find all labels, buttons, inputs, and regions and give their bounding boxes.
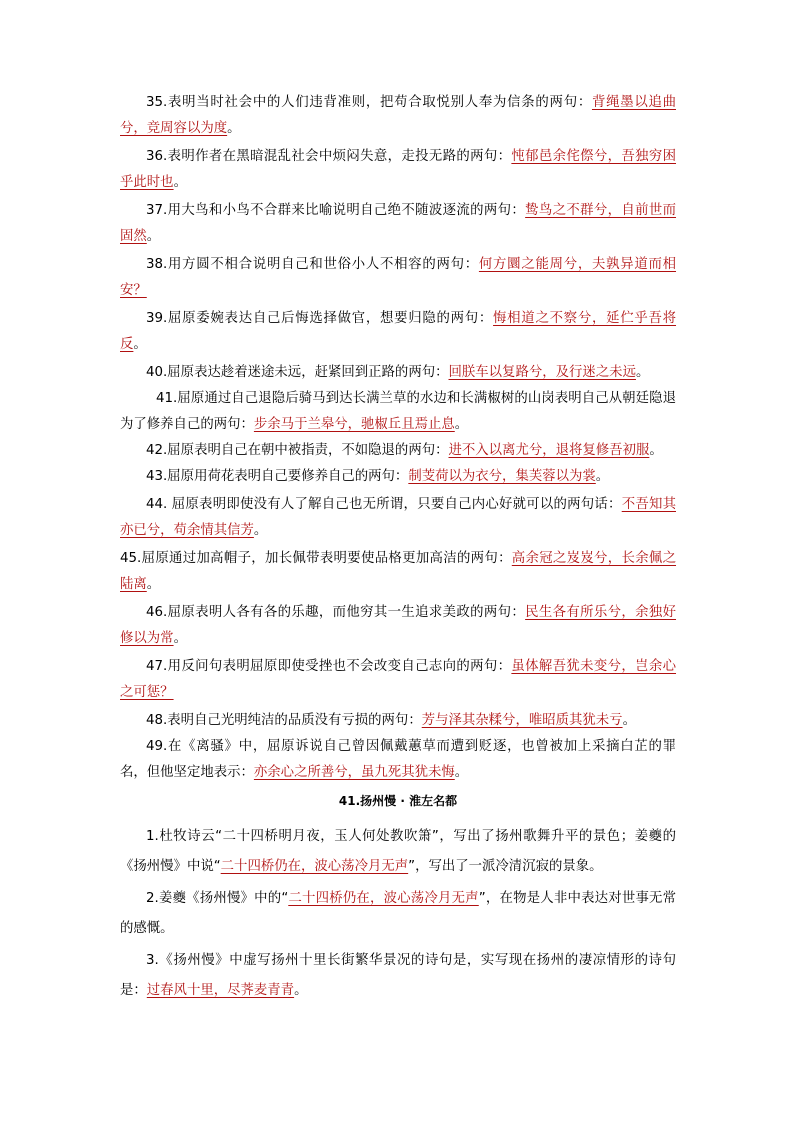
sentence-end: 。 bbox=[454, 417, 469, 432]
sentence-end: 。 bbox=[227, 121, 241, 136]
question-text: 3.《扬州慢》中虚写扬州十里长街繁华景况的诗句是，实写现在扬州的凄凉情形的诗句是： bbox=[120, 953, 676, 998]
question-text: 43.屈原用荷花表明自己要修养自己的两句： bbox=[146, 469, 409, 484]
question-text: 40.屈原表达趁着迷途未远，赶紧回到正路的两句： bbox=[146, 365, 449, 380]
answer-text: 进不入以离尤兮，退将复修吾初服 bbox=[448, 443, 650, 458]
sentence-end: 。 bbox=[454, 765, 469, 780]
answer-text: 亦余心之所善兮，虽九死其犹未悔 bbox=[253, 765, 455, 780]
answer-text: 二十四桥仍在，波心荡冷月无声 bbox=[220, 859, 409, 874]
answer-text: 民生各有所乐兮，余独好修以为常 bbox=[120, 605, 677, 646]
list-item bbox=[120, 252, 676, 304]
answer-text: 忳郁邑余侘傺兮，吾独穷困乎此时也 bbox=[120, 149, 677, 190]
question-text: 49.在《离骚》中，屈原诉说自己曾因佩戴蕙草而遭到贬逐，也曾被加上采摘白芷的罪名，但他坚定地表示： bbox=[120, 739, 676, 780]
list-item bbox=[120, 90, 676, 142]
question-text: 。 bbox=[294, 983, 308, 998]
list-item bbox=[120, 654, 676, 706]
sentence-end: 。 bbox=[253, 523, 268, 538]
list-item bbox=[120, 438, 676, 464]
question-text: 42.屈原表明自己在朝中被指责，不如隐退的两句： bbox=[146, 443, 449, 458]
question-text: 1.杜牧诗云“二十四桥明月夜，玉人何处教吹箫”，写出了扬州歌舞升平的景色；姜夔的《扬州慢》中说“ bbox=[120, 829, 676, 874]
answer-text: 芳与泽其杂糅兮，唯昭质其犹未亏 bbox=[421, 713, 623, 728]
question-text: 2.姜夔《扬州慢》中的“ bbox=[146, 891, 289, 906]
question-text: 44. 屈原表明即使没有人了解自己也无所谓，只要自己内心好就可以的两句话： bbox=[146, 497, 622, 512]
list-item bbox=[120, 360, 676, 386]
answer-text: 虽体解吾犹未变兮，岂余心之可惩？ bbox=[120, 659, 677, 700]
answer-text: 回朕车以复路兮，及行迷之未远 bbox=[448, 365, 636, 380]
list-item bbox=[120, 306, 676, 358]
sentence-end: 。 bbox=[622, 713, 636, 728]
sentence-end: 。 bbox=[595, 469, 610, 484]
question-text: 46.屈原表明人各有各的乐趣，而他穷其一生追求美政的两句： bbox=[146, 605, 526, 620]
answer-text: 鸷鸟之不群兮，自前世而固然 bbox=[120, 203, 677, 244]
list-item bbox=[120, 822, 676, 882]
question-text: 41.屈原通过自己退隐后骑马到达长满兰草的水边和长满椒树的山岗表明自己从朝廷隐退为了修养自己的两句： bbox=[120, 391, 676, 432]
sentence-end: 。 bbox=[173, 175, 187, 190]
list-item bbox=[120, 946, 676, 1006]
list-item bbox=[120, 386, 676, 438]
list-item bbox=[120, 144, 676, 196]
sentence-end: 。 bbox=[649, 443, 663, 458]
sentence-end: 。 bbox=[133, 337, 147, 352]
question-text: ”，写出了一派冷清沉寂的景象。 bbox=[408, 859, 603, 874]
question-text: 35.表明当时社会中的人们违背准则，把苟合取悦别人奉为信条的两句： bbox=[146, 95, 592, 110]
answer-text: 高余冠之岌岌兮，长余佩之陆离 bbox=[120, 551, 677, 592]
question-text: ”，在物是人非中表达对世事无常的感慨。 bbox=[120, 891, 677, 936]
list-item bbox=[120, 600, 676, 652]
question-text: 47.用反问句表明屈原即使受挫也不会改变自己志向的两句： bbox=[146, 659, 512, 674]
sentence-end: 。 bbox=[146, 577, 161, 592]
question-text: 39.屈原委婉表达自己后悔选择做官，想要归隐的两句： bbox=[146, 311, 494, 326]
list-item bbox=[120, 884, 676, 944]
question-text: 37.用大鸟和小鸟不合群来比喻说明自己绝不随波逐流的两句： bbox=[146, 203, 526, 218]
question-text: 36.表明作者在黑暗混乱社会中烦闷失意，走投无路的两句： bbox=[146, 149, 512, 164]
answer-text: 制芰荷以为衣兮，集芙蓉以为裳 bbox=[408, 469, 596, 484]
sentence-end: 。 bbox=[635, 365, 650, 380]
answer-text: 不吾知其亦已兮，苟余情其信芳 bbox=[120, 497, 676, 538]
answer-text: 步余马于兰皋兮，驰椒丘且焉止息 bbox=[253, 417, 455, 432]
document-page bbox=[120, 90, 676, 1006]
answer-text: 悔相道之不察兮，延伫乎吾将反 bbox=[120, 311, 677, 352]
section-title: 41.扬州慢 · 淮左名都 bbox=[338, 794, 458, 808]
sentence-end: 。 bbox=[173, 631, 187, 646]
answer-text: 过春风十里，尽荠麦青青 bbox=[146, 983, 295, 998]
answer-text: 背绳墨以追曲兮，竞周容以为度 bbox=[120, 95, 676, 136]
answer-text: 二十四桥仍在，波心荡冷月无声 bbox=[288, 891, 479, 906]
question-text: 48.表明自己光明纯洁的品质没有亏损的两句： bbox=[146, 713, 422, 728]
list-item bbox=[120, 198, 676, 250]
list-item bbox=[120, 492, 676, 544]
list-item bbox=[120, 734, 676, 786]
question-text: 45.屈原通过加高帽子，加长佩带表明要使品格更加高洁的两句： bbox=[120, 551, 512, 566]
question-text: 38.用方圆不相合说明自己和世俗小人不相容的两句： bbox=[146, 257, 479, 272]
sentence-end: 。 bbox=[146, 229, 161, 244]
list-item bbox=[120, 546, 676, 598]
list-item bbox=[120, 464, 676, 490]
answer-text: 何方圜之能周兮，夫孰异道而相安？ bbox=[120, 257, 677, 298]
list-item bbox=[120, 708, 676, 734]
